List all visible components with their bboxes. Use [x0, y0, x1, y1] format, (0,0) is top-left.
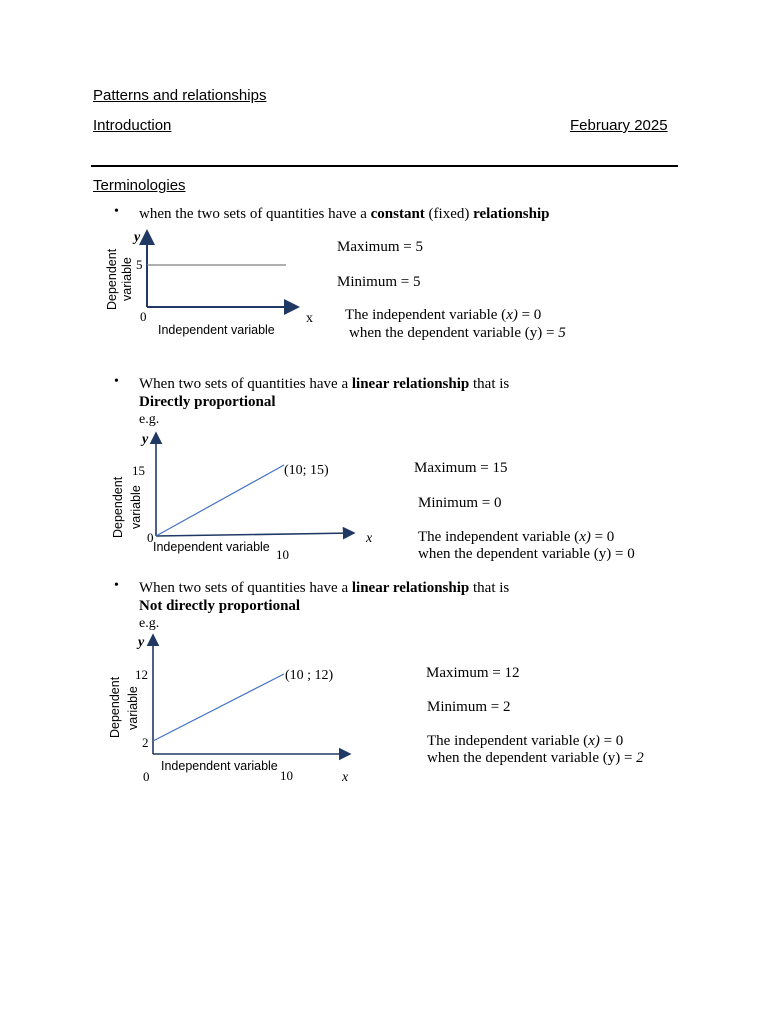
y-axis-letter: y: [138, 635, 145, 650]
y-tick-5: 5: [136, 257, 143, 272]
direct-statement-2: when the dependent variable (y) = 0: [418, 546, 635, 562]
y-axis-label-2: variable: [120, 257, 134, 301]
constant-statement-1: The independent variable (x) = 0: [345, 307, 542, 323]
direct-graph: [100, 425, 400, 565]
bullet-constant: •: [114, 204, 119, 219]
header-divider: [91, 165, 678, 167]
point-label: (10; 15): [284, 463, 329, 478]
x-tick-10: 10: [276, 547, 289, 562]
direct-maximum: Maximum = 15: [414, 460, 508, 476]
doc-date: February 2025: [570, 117, 668, 134]
constant-statement-2: when the dependent variable (y) = 5: [349, 325, 566, 341]
doc-title: Patterns and relationships: [93, 87, 267, 104]
y-tick-15: 15: [132, 463, 145, 478]
notdirect-maximum: Maximum = 12: [426, 665, 520, 681]
y-axis-label-1: Dependent: [111, 476, 125, 538]
direct-intro: When two sets of quantities have a linear relationship that is: [139, 376, 510, 392]
y-axis-label-1: Dependent: [108, 676, 122, 738]
notdirect-statement-1: The independent variable (x) = 0: [427, 733, 624, 749]
notdirect-eg: e.g.: [139, 616, 160, 631]
x-axis-letter: x: [366, 531, 373, 546]
constant-graph: [100, 225, 330, 340]
notdirect-statement-2: when the dependent variable (y) = 2: [427, 750, 644, 766]
y-tick-2: 2: [142, 735, 149, 750]
direct-statement-1: The independent variable (x) = 0: [418, 529, 615, 545]
direct-minimum: Minimum = 0: [418, 495, 502, 511]
origin-label: 0: [147, 530, 154, 545]
bullet-direct: •: [114, 374, 119, 389]
x-axis-label: Independent variable: [153, 540, 270, 554]
y-tick-12: 12: [135, 667, 148, 682]
constant-maximum: Maximum = 5: [337, 239, 423, 255]
section-heading: Terminologies: [93, 177, 186, 194]
bullet-notdirect: •: [114, 578, 119, 593]
notdirect-minimum: Minimum = 2: [427, 699, 511, 715]
notdirect-intro: When two sets of quantities have a linear relationship that is: [139, 580, 510, 596]
direct-subtitle: Directly proportional: [139, 394, 276, 410]
y-axis-label-1: Dependent: [105, 248, 119, 310]
x-axis: [156, 533, 354, 536]
x-axis-label: Independent variable: [158, 323, 275, 337]
x-axis-letter: x: [306, 311, 313, 326]
x-tick-10: 10: [280, 768, 293, 783]
x-axis-label: Independent variable: [161, 759, 278, 773]
direct-eg: e.g.: [139, 412, 160, 427]
doc-subtitle: Introduction: [93, 117, 172, 134]
notdirect-line: [153, 674, 284, 741]
y-axis-letter: y: [134, 230, 141, 245]
notdirect-graph: [100, 628, 370, 788]
constant-minimum: Minimum = 5: [337, 274, 421, 290]
point-label: (10 ; 12): [285, 668, 334, 683]
y-axis-label-2: variable: [126, 686, 140, 730]
origin-label: 0: [143, 769, 150, 784]
direct-line: [156, 465, 284, 536]
y-axis-label-2: variable: [129, 485, 143, 529]
notdirect-subtitle: Not directly proportional: [139, 598, 301, 614]
y-axis-letter: y: [142, 432, 149, 447]
x-axis-letter: x: [342, 770, 349, 785]
origin-label: 0: [140, 309, 147, 324]
constant-intro: when the two sets of quantities have a constant (fixed) relationship: [139, 206, 550, 222]
